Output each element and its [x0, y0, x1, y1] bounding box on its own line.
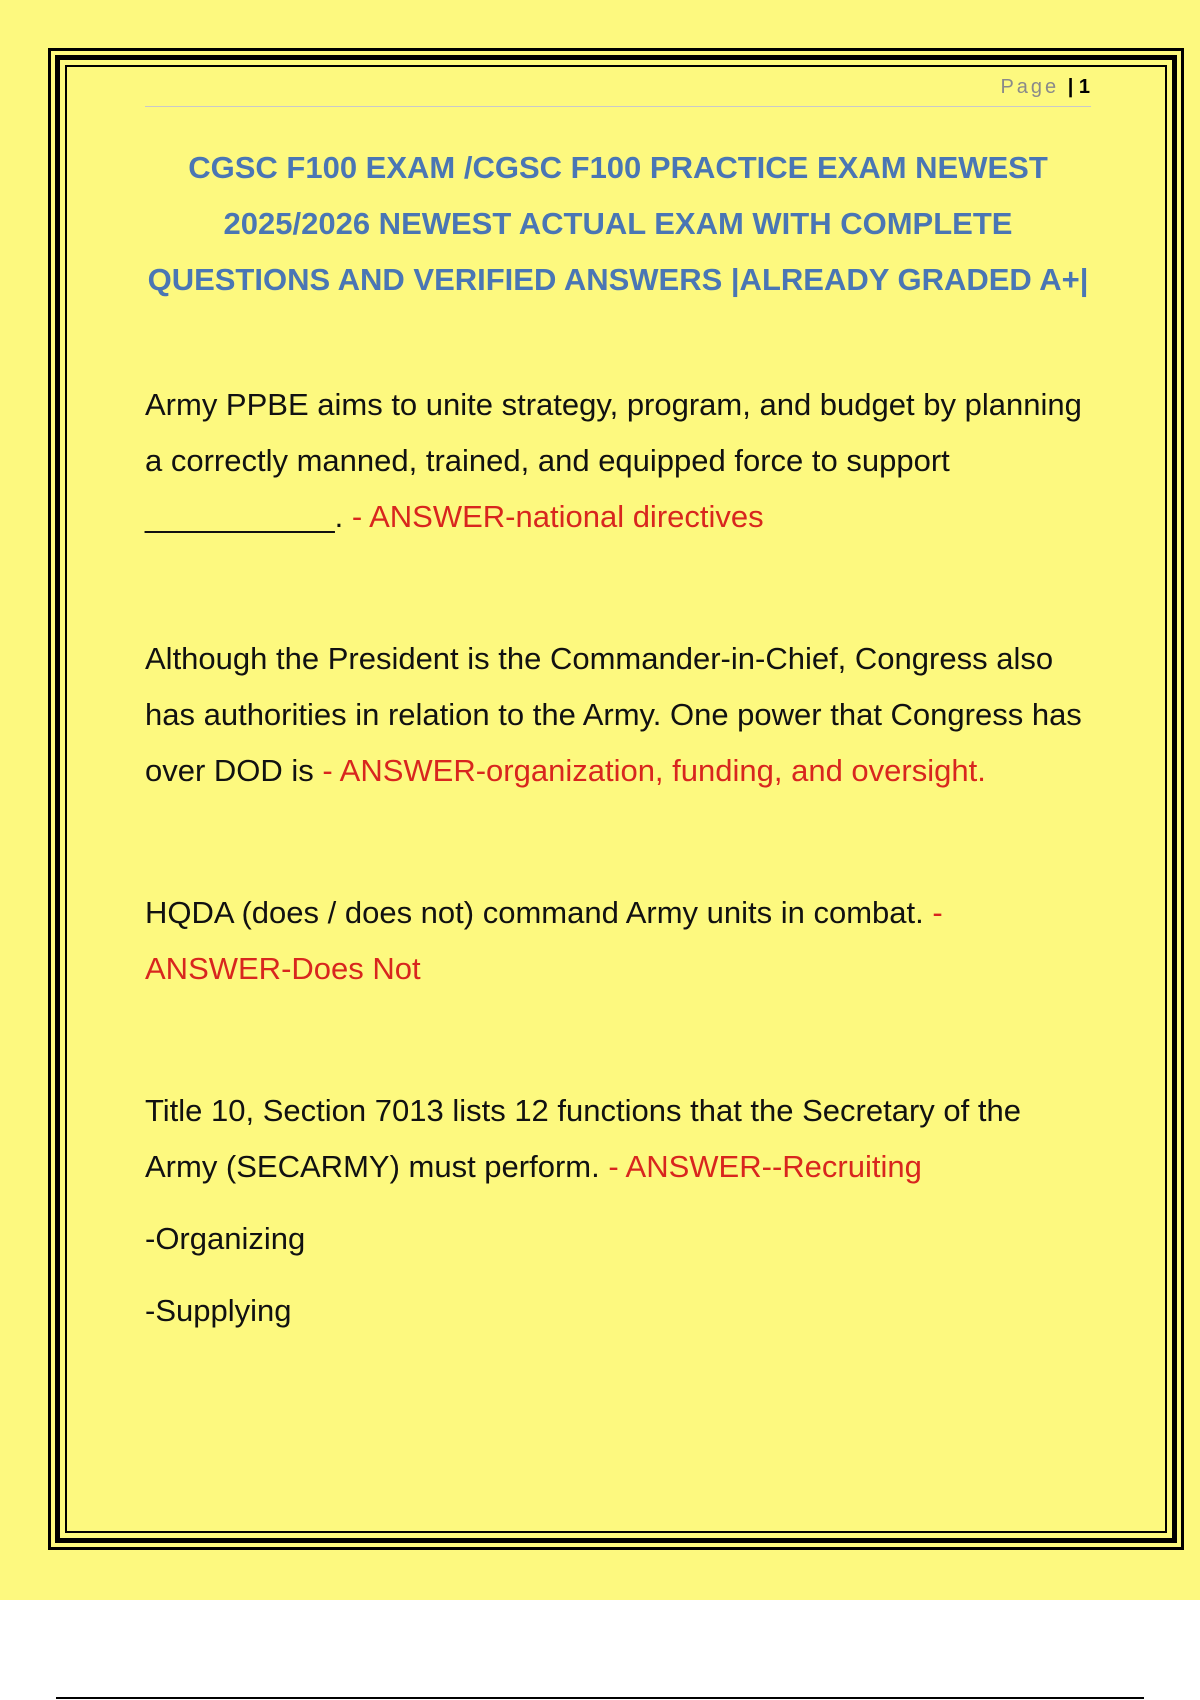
qa-item-3 — [145, 885, 1095, 997]
page-number-header: Page | 1 — [1000, 76, 1090, 98]
answer-list-item: -Organizing — [145, 1221, 306, 1256]
qa-content — [145, 377, 1095, 1339]
question-text: HQDA (does / does not) command Army units in combat. — [145, 895, 924, 930]
answer-text: - ANSWER-Does Not — [145, 895, 943, 986]
document-title: CGSC F100 EXAM /CGSC F100 PRACTICE EXAM NEWEST 2025/2026 NEWEST ACTUAL EXAM WITH COMPLETE QUESTIONS AND VERIFIED ANSWERS |ALREADY GRADED A+| — [147, 150, 1089, 297]
qa-item-4 — [145, 1083, 1095, 1195]
qa-item-2 — [145, 631, 1095, 799]
answer-text: - ANSWER-national directives — [343, 499, 764, 534]
question-text: Army PPBE aims to unite strategy, program, and budget by planning a correctly manned, trained, and equipped force to support ___________. — [145, 387, 1082, 534]
question-text: Title 10, Section 7013 lists 12 functions that the Secretary of the Army (SECARMY) must perform. — [145, 1093, 1021, 1184]
answer-list-item: -Supplying — [145, 1293, 292, 1328]
answer-text: - ANSWER--Recruiting — [599, 1149, 922, 1184]
next-page-rule — [56, 1697, 1144, 1699]
answer-text: - ANSWER-organization, funding, and oversight. — [313, 753, 986, 788]
page-number: 1 — [1078, 76, 1090, 98]
page-label: Page — [1000, 76, 1060, 98]
qa-item-1 — [145, 377, 1095, 545]
question-text: Although the President is the Commander-in-Chief, Congress also has authorities in relation to the Army. One power that Congress has over DOD is — [145, 641, 1082, 788]
header-divider — [145, 106, 1091, 107]
